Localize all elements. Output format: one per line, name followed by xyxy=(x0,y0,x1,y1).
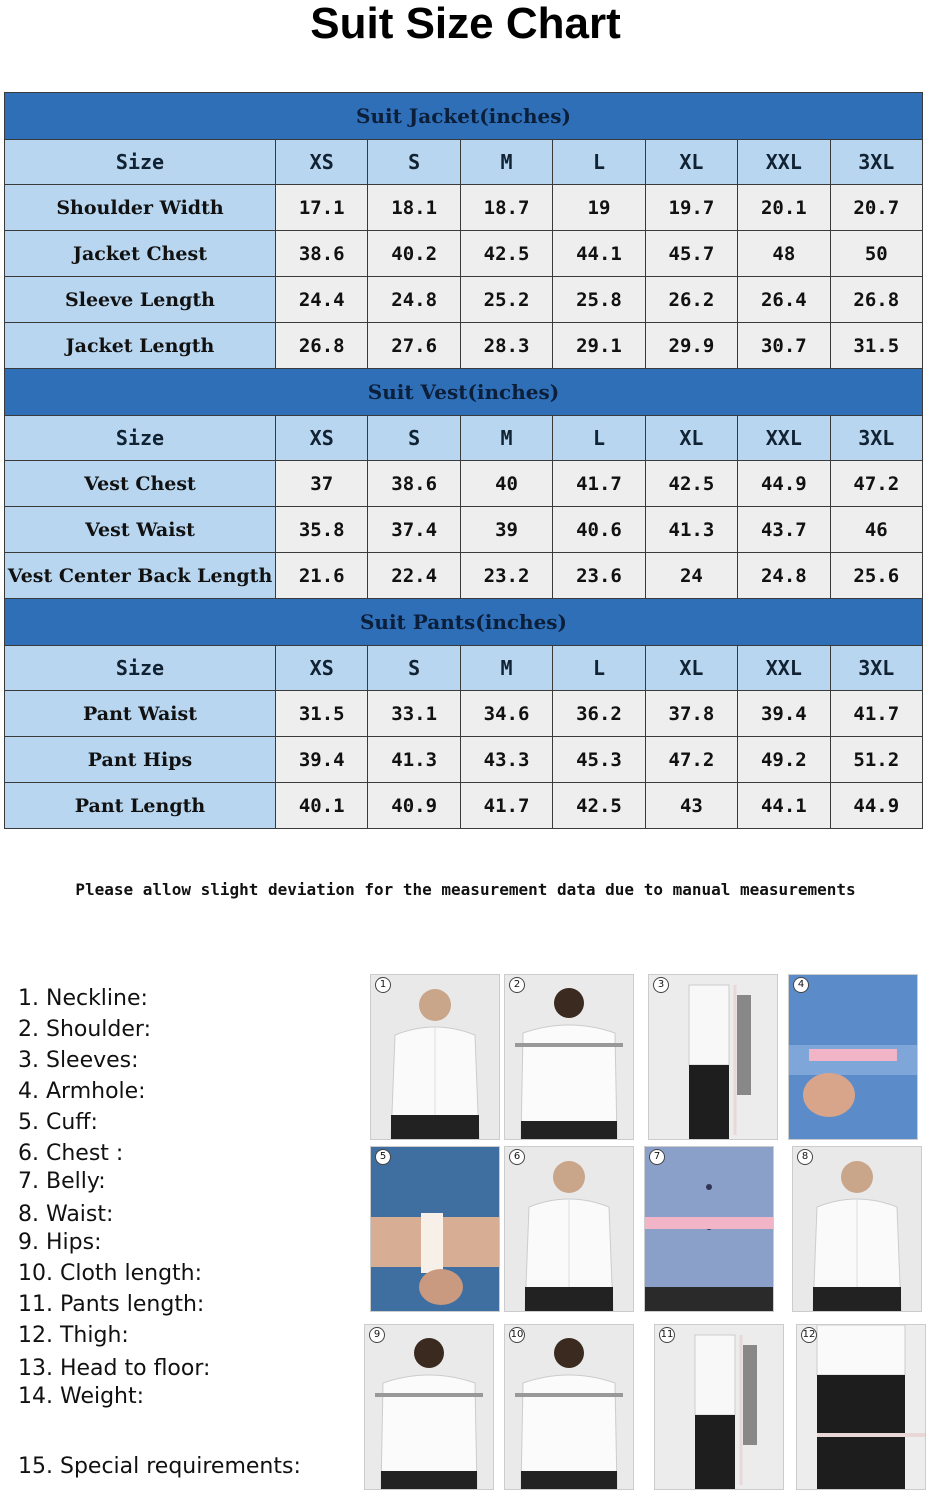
table-cell: 24.8 xyxy=(368,277,460,323)
table-cell: 23.6 xyxy=(553,553,645,599)
size-column-header: S xyxy=(368,416,460,461)
jacket-section-header xyxy=(5,93,923,140)
table-cell: 40.1 xyxy=(276,783,368,829)
table-row xyxy=(5,783,923,829)
size-column-header: 3XL xyxy=(830,140,922,185)
measurement-step: 11. Pants length: xyxy=(18,1292,205,1317)
size-column-header: XXL xyxy=(738,140,830,185)
table-cell: 51.2 xyxy=(830,737,922,783)
table-cell: 28.3 xyxy=(460,323,552,369)
photo-illustration xyxy=(789,975,917,1139)
photo-illustration xyxy=(655,1325,783,1489)
measurement-step: 12. Thigh: xyxy=(18,1323,129,1348)
photo-number-badge: 11 xyxy=(659,1327,675,1343)
table-cell: 45.3 xyxy=(553,737,645,783)
table-cell: 41.3 xyxy=(645,507,737,553)
table-cell: 24 xyxy=(645,553,737,599)
table-cell: 39 xyxy=(460,507,552,553)
photo-illustration xyxy=(505,1147,633,1311)
table-row xyxy=(5,737,923,783)
photo-illustration xyxy=(649,975,777,1139)
photo-illustration xyxy=(371,1147,499,1311)
size-column-header: XS xyxy=(276,416,368,461)
jacket-section-title: Suit Jacket(inches) xyxy=(5,93,923,140)
table-cell: 43 xyxy=(645,783,737,829)
table-cell: 46 xyxy=(830,507,922,553)
table-cell: 25.2 xyxy=(460,277,552,323)
pants-section-title: Suit Pants(inches) xyxy=(5,599,923,646)
measurement-photo xyxy=(654,1324,784,1490)
table-row xyxy=(5,553,923,599)
table-cell: 43.7 xyxy=(738,507,830,553)
size-column-header: XL xyxy=(645,646,737,691)
vest-section-header xyxy=(5,369,923,416)
table-cell: 47.2 xyxy=(830,461,922,507)
table-row xyxy=(5,461,923,507)
measurement-photo-grid xyxy=(364,970,926,1496)
table-cell: 26.2 xyxy=(645,277,737,323)
table-cell: 23.2 xyxy=(460,553,552,599)
size-column-header: XXL xyxy=(738,646,830,691)
size-column-header: XXL xyxy=(738,416,830,461)
row-label: Vest Chest xyxy=(5,461,276,507)
table-cell: 36.2 xyxy=(553,691,645,737)
photo-number-badge: 9 xyxy=(369,1327,385,1343)
photo-illustration xyxy=(505,975,633,1139)
table-cell: 41.7 xyxy=(553,461,645,507)
photo-number-badge: 12 xyxy=(801,1327,817,1343)
table-cell: 50 xyxy=(830,231,922,277)
table-cell: 18.7 xyxy=(460,185,552,231)
table-cell: 21.6 xyxy=(276,553,368,599)
photo-number-badge: 4 xyxy=(793,977,809,993)
measurement-step: 5. Cuff: xyxy=(18,1110,98,1135)
pants-size-header-row xyxy=(5,646,923,691)
size-column-header: XS xyxy=(276,140,368,185)
table-cell: 35.8 xyxy=(276,507,368,553)
table-cell: 44.9 xyxy=(738,461,830,507)
row-label: Sleeve Length xyxy=(5,277,276,323)
size-column-header: S xyxy=(368,646,460,691)
table-cell: 41.3 xyxy=(368,737,460,783)
measurement-photo xyxy=(788,974,918,1140)
table-cell: 17.1 xyxy=(276,185,368,231)
table-cell: 38.6 xyxy=(276,231,368,277)
table-cell: 42.5 xyxy=(460,231,552,277)
measurement-photo xyxy=(648,974,778,1140)
photo-number-badge: 6 xyxy=(509,1149,525,1165)
table-cell: 47.2 xyxy=(645,737,737,783)
size-column-header: XL xyxy=(645,140,737,185)
table-row xyxy=(5,185,923,231)
table-cell: 33.1 xyxy=(368,691,460,737)
row-label: Vest Center Back Length xyxy=(5,553,276,599)
photo-illustration xyxy=(793,1147,921,1311)
table-cell: 43.3 xyxy=(460,737,552,783)
measurement-step: 4. Armhole: xyxy=(18,1079,146,1104)
table-cell: 24.4 xyxy=(276,277,368,323)
photo-illustration xyxy=(797,1325,925,1489)
photo-number-badge: 1 xyxy=(375,977,391,993)
size-column-header: 3XL xyxy=(830,416,922,461)
vest-section-title: Suit Vest(inches) xyxy=(5,369,923,416)
size-column-header: S xyxy=(368,140,460,185)
table-cell: 39.4 xyxy=(738,691,830,737)
table-cell: 26.8 xyxy=(276,323,368,369)
measurement-step: 13. Head to floor: xyxy=(18,1356,211,1381)
measurement-photo xyxy=(364,1324,494,1490)
row-label: Pant Waist xyxy=(5,691,276,737)
table-cell: 29.9 xyxy=(645,323,737,369)
photo-number-badge: 7 xyxy=(649,1149,665,1165)
table-row xyxy=(5,277,923,323)
vest-size-header-row xyxy=(5,416,923,461)
row-label: Jacket Chest xyxy=(5,231,276,277)
measurement-photo xyxy=(504,1324,634,1490)
table-row xyxy=(5,231,923,277)
table-cell: 29.1 xyxy=(553,323,645,369)
size-column-header: XL xyxy=(645,416,737,461)
size-column-header: L xyxy=(553,140,645,185)
table-cell: 38.6 xyxy=(368,461,460,507)
table-cell: 25.8 xyxy=(553,277,645,323)
table-cell: 40.2 xyxy=(368,231,460,277)
size-column-header: L xyxy=(553,416,645,461)
table-cell: 27.6 xyxy=(368,323,460,369)
table-cell: 31.5 xyxy=(276,691,368,737)
row-label: Pant Length xyxy=(5,783,276,829)
photo-illustration xyxy=(505,1325,633,1489)
table-cell: 24.8 xyxy=(738,553,830,599)
table-cell: 30.7 xyxy=(738,323,830,369)
photo-number-badge: 3 xyxy=(653,977,669,993)
table-cell: 26.4 xyxy=(738,277,830,323)
table-cell: 41.7 xyxy=(460,783,552,829)
size-label: Size xyxy=(5,416,276,461)
table-row xyxy=(5,691,923,737)
measurement-photo xyxy=(504,974,634,1140)
table-cell: 41.7 xyxy=(830,691,922,737)
photo-number-badge: 2 xyxy=(509,977,525,993)
size-column-header: L xyxy=(553,646,645,691)
table-cell: 31.5 xyxy=(830,323,922,369)
size-column-header: 3XL xyxy=(830,646,922,691)
measurement-photo xyxy=(504,1146,634,1312)
measurement-step: 8. Waist: xyxy=(18,1202,114,1227)
row-label: Jacket Length xyxy=(5,323,276,369)
table-cell: 42.5 xyxy=(553,783,645,829)
jacket-size-header-row xyxy=(5,140,923,185)
measurement-photo xyxy=(792,1146,922,1312)
table-cell: 20.7 xyxy=(830,185,922,231)
table-cell: 45.7 xyxy=(645,231,737,277)
table-cell: 37.8 xyxy=(645,691,737,737)
measurement-step: 1. Neckline: xyxy=(18,986,148,1011)
row-label: Pant Hips xyxy=(5,737,276,783)
chart-title: Suit Size Chart xyxy=(310,0,621,48)
table-cell: 25.6 xyxy=(830,553,922,599)
size-column-header: M xyxy=(460,646,552,691)
measurement-step: 15. Special requirements: xyxy=(18,1454,301,1479)
table-cell: 34.6 xyxy=(460,691,552,737)
table-cell: 19.7 xyxy=(645,185,737,231)
photo-number-badge: 5 xyxy=(375,1149,391,1165)
table-cell: 42.5 xyxy=(645,461,737,507)
table-cell: 40.6 xyxy=(553,507,645,553)
measurement-step: 9. Hips: xyxy=(18,1230,102,1255)
table-row xyxy=(5,507,923,553)
measurement-note: Please allow slight deviation for the measurement data due to manual measurements xyxy=(75,880,856,899)
size-label: Size xyxy=(5,646,276,691)
pants-section-header xyxy=(5,599,923,646)
photo-illustration xyxy=(645,1147,773,1311)
table-cell: 18.1 xyxy=(368,185,460,231)
photo-illustration xyxy=(365,1325,493,1489)
table-cell: 44.1 xyxy=(553,231,645,277)
row-label: Vest Waist xyxy=(5,507,276,553)
table-cell: 49.2 xyxy=(738,737,830,783)
table-cell: 44.9 xyxy=(830,783,922,829)
table-row xyxy=(5,323,923,369)
size-column-header: M xyxy=(460,416,552,461)
measurement-step: 14. Weight: xyxy=(18,1384,145,1409)
measurement-photo xyxy=(370,974,500,1140)
table-cell: 44.1 xyxy=(738,783,830,829)
table-cell: 20.1 xyxy=(738,185,830,231)
table-cell: 22.4 xyxy=(368,553,460,599)
table-cell: 19 xyxy=(553,185,645,231)
photo-number-badge: 10 xyxy=(509,1327,525,1343)
size-chart-table xyxy=(4,92,923,829)
table-cell: 48 xyxy=(738,231,830,277)
measurement-step: 10. Cloth length: xyxy=(18,1261,203,1286)
table-cell: 39.4 xyxy=(276,737,368,783)
measurement-photo xyxy=(644,1146,774,1312)
table-cell: 37.4 xyxy=(368,507,460,553)
photo-number-badge: 8 xyxy=(797,1149,813,1165)
row-label: Shoulder Width xyxy=(5,185,276,231)
table-cell: 40.9 xyxy=(368,783,460,829)
measurement-step: 6. Chest : xyxy=(18,1141,124,1166)
table-cell: 40 xyxy=(460,461,552,507)
measurement-step: 7. Belly: xyxy=(18,1169,106,1194)
table-cell: 37 xyxy=(276,461,368,507)
size-label: Size xyxy=(5,140,276,185)
photo-illustration xyxy=(371,975,499,1139)
size-column-header: M xyxy=(460,140,552,185)
size-column-header: XS xyxy=(276,646,368,691)
measurement-step: 2. Shoulder: xyxy=(18,1017,151,1042)
measurement-step: 3. Sleeves: xyxy=(18,1048,139,1073)
measurement-photo xyxy=(796,1324,926,1490)
table-cell: 26.8 xyxy=(830,277,922,323)
measurement-photo xyxy=(370,1146,500,1312)
